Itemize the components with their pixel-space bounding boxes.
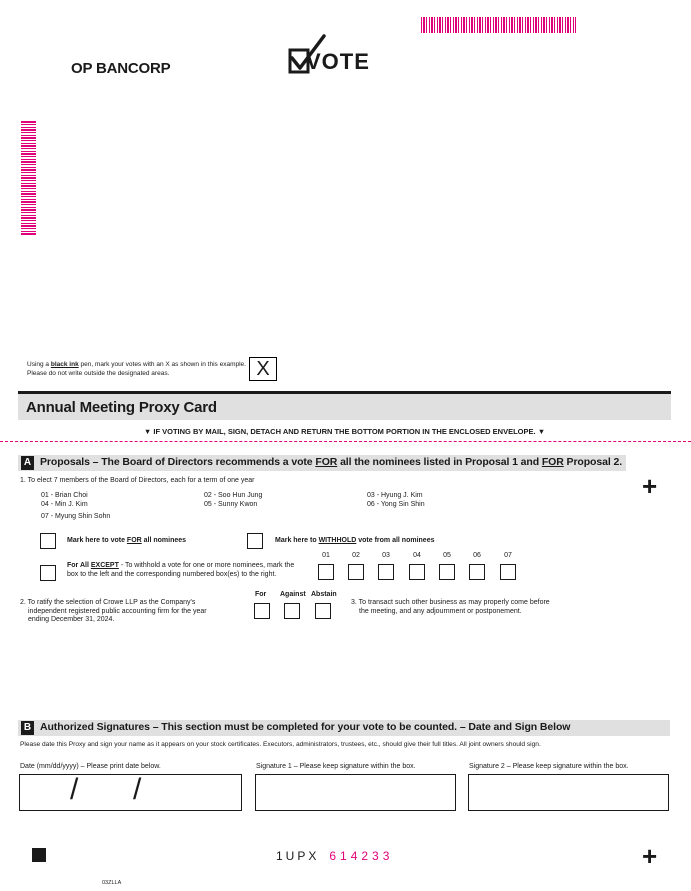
date-label: Date (mm/dd/yyyy) – Please print date below. — [20, 763, 161, 770]
vote-logo — [286, 34, 370, 76]
section-a-header — [18, 455, 626, 471]
footer-control-code: 1UPX 614233 — [276, 849, 394, 863]
example-mark-box: X — [249, 357, 277, 381]
card-title: Annual Meeting Proxy Card — [26, 399, 217, 416]
section-b-letter: B — [21, 721, 34, 735]
section-a-letter: A — [21, 456, 34, 470]
signature-2-box[interactable] — [468, 774, 669, 811]
vote-logo-text: VOTE — [306, 49, 370, 74]
section-a-heading: Proposals – The Board of Directors recommends a vote FOR all the nominees listed in Proposal 1 and FOR Proposal 2. — [40, 456, 623, 468]
top-barcode — [421, 17, 576, 33]
nominee-number-07: 07 — [504, 552, 512, 559]
proposal-1-text: 1. To elect 7 members of the Board of Directors, each for a term of one year — [20, 477, 255, 484]
registration-plus-mark: + — [642, 471, 658, 501]
signature-1-label: Signature 1 – Please keep signature within the box. — [256, 763, 416, 770]
section-b-heading: Authorized Signatures – This section must be completed for your vote to be counted. – Date and Sign Below — [40, 721, 571, 733]
nominee-04: 04 - Min J. Kim — [41, 501, 88, 508]
nominee-checkbox-03[interactable] — [378, 564, 394, 580]
signature-1-box[interactable] — [255, 774, 456, 811]
date-input-box[interactable] — [19, 774, 242, 811]
signature-instructions: Please date this Proxy and sign your name as it appears on your stock certificates. Executors, administrators, trustees, etc., should give their full titles. All joint owners should sign. — [20, 741, 541, 748]
vote-for-all-checkbox[interactable] — [40, 533, 56, 549]
left-barcode — [21, 121, 36, 236]
ink-instructions: Using a black ink pen, mark your votes with an X as shown in this example. Please do not write outside the designated areas. — [27, 361, 246, 377]
nominee-number-05: 05 — [443, 552, 451, 559]
proposal-3-text: 3. To transact such other business as may properly come before the meeting, and any adjournment or postponement. — [351, 599, 550, 615]
detach-line — [0, 441, 691, 442]
nominee-checkbox-04[interactable] — [409, 564, 425, 580]
nominee-05: 05 - Sunny Kwon — [204, 501, 258, 508]
vote-col-abstain: Abstain — [311, 591, 337, 598]
nominee-checkbox-05[interactable] — [439, 564, 455, 580]
vote-for-all-label: Mark here to vote FOR all nominees — [67, 537, 187, 544]
registration-square-mark — [32, 848, 46, 862]
proposal-2-against-checkbox[interactable] — [284, 603, 300, 619]
date-separator-1: / — [70, 773, 79, 806]
footer-small-code: 03ZLLA — [102, 880, 122, 886]
nominee-number-04: 04 — [413, 552, 421, 559]
nominee-number-01: 01 — [322, 552, 330, 559]
mail-instruction: ▼ IF VOTING BY MAIL, SIGN, DETACH AND RETURN THE BOTTOM PORTION IN THE ENCLOSED ENVELOPE. ▼ — [143, 427, 546, 436]
footer-control-number: 614233 — [329, 849, 394, 863]
nominee-07: 07 - Myung Shin Sohn — [41, 513, 111, 520]
nominee-02: 02 - Soo Hun Jung — [204, 492, 263, 499]
card-header-bar — [18, 391, 671, 420]
withhold-all-checkbox[interactable] — [247, 533, 263, 549]
for-all-except-checkbox[interactable] — [40, 565, 56, 581]
proposal-2-abstain-checkbox[interactable] — [315, 603, 331, 619]
nominee-number-02: 02 — [352, 552, 360, 559]
vote-col-against: Against — [280, 591, 306, 598]
section-b-header — [18, 720, 670, 736]
nominee-06: 06 - Yong Sin Shin — [367, 501, 425, 508]
for-all-except-label: For All EXCEPT - To withhold a vote for one or more nominees, mark the box to the left and the corresponding numbered box(es) to the right. — [67, 562, 295, 578]
date-separator-2: / — [133, 773, 142, 806]
company-name: OP BANCORP — [71, 60, 171, 77]
nominee-01: 01 - Brian Choi — [41, 492, 88, 499]
nominee-checkbox-02[interactable] — [348, 564, 364, 580]
nominee-03: 03 - Hyung J. Kim — [367, 492, 423, 499]
vote-col-for: For — [255, 591, 267, 598]
nominee-number-06: 06 — [473, 552, 481, 559]
footer-plus-mark: + — [642, 841, 658, 871]
proposal-2-for-checkbox[interactable] — [254, 603, 270, 619]
proposal-2-text: 2. To ratify the selection of Crowe LLP as the Company's independent registered public accounting firm for the year ending December 31, 2024. — [20, 599, 207, 623]
nominee-number-03: 03 — [382, 552, 390, 559]
nominee-checkbox-06[interactable] — [469, 564, 485, 580]
nominee-checkbox-01[interactable] — [318, 564, 334, 580]
black-ink-emphasis: black ink — [50, 361, 79, 368]
withhold-all-label: Mark here to WITHHOLD vote from all nominees — [275, 537, 435, 544]
signature-2-label: Signature 2 – Please keep signature within the box. — [469, 763, 629, 770]
nominee-checkbox-07[interactable] — [500, 564, 516, 580]
